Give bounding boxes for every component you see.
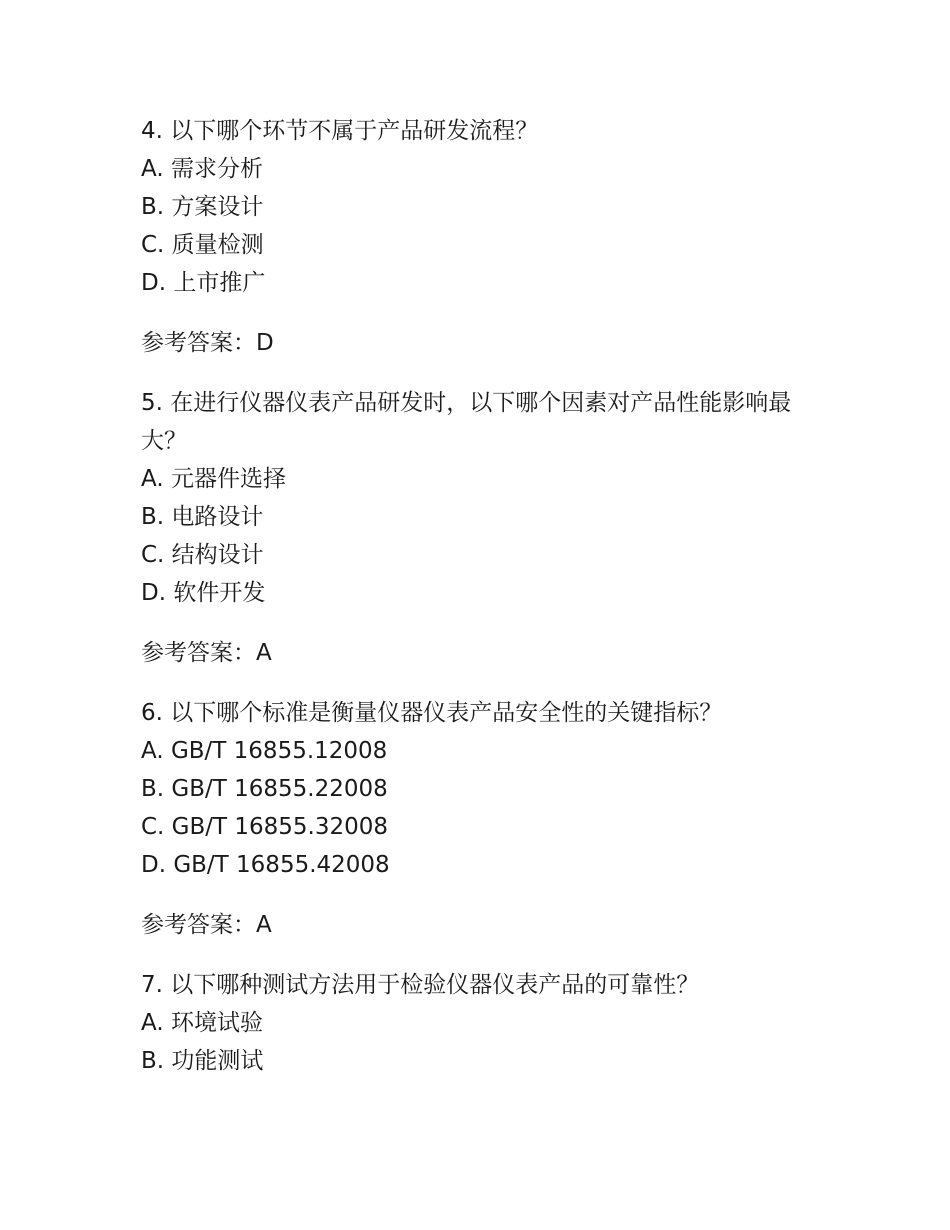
question-7 <box>141 966 806 1080</box>
option-a: A. 环境试验 <box>141 1010 263 1036</box>
option-d: D. 上市推广 <box>141 270 266 296</box>
reference-answer: 参考答案：A <box>141 912 272 938</box>
document-page <box>141 112 806 1080</box>
option-b: B. 方案设计 <box>141 194 264 220</box>
option-a: A. 需求分析 <box>141 156 263 182</box>
question-text: 4. 以下哪个环节不属于产品研发流程？ <box>141 118 539 144</box>
option-b: B. 电路设计 <box>141 504 264 530</box>
option-c: C. GB/T 16855.32008 <box>141 814 389 840</box>
option-a: A. GB/T 16855.12008 <box>141 738 388 764</box>
question-5 <box>141 384 806 672</box>
reference-answer: 参考答案：D <box>141 330 274 356</box>
option-c: C. 质量检测 <box>141 232 264 258</box>
question-6 <box>141 694 806 944</box>
reference-answer: 参考答案：A <box>141 640 272 666</box>
option-a: A. 元器件选择 <box>141 466 286 492</box>
option-b: B. GB/T 16855.22008 <box>141 776 388 802</box>
option-d: D. GB/T 16855.42008 <box>141 852 390 878</box>
question-text: 6. 以下哪个标准是衡量仪器仪表产品安全性的关键指标？ <box>141 700 723 726</box>
option-b: B. 功能测试 <box>141 1048 264 1074</box>
question-4 <box>141 112 806 362</box>
question-text: 5. 在进行仪器仪表产品研发时，以下哪个因素对产品性能影响最大？ <box>141 390 792 454</box>
option-d: D. 软件开发 <box>141 580 266 606</box>
option-c: C. 结构设计 <box>141 542 264 568</box>
question-text: 7. 以下哪种测试方法用于检验仪器仪表产品的可靠性？ <box>141 972 700 998</box>
